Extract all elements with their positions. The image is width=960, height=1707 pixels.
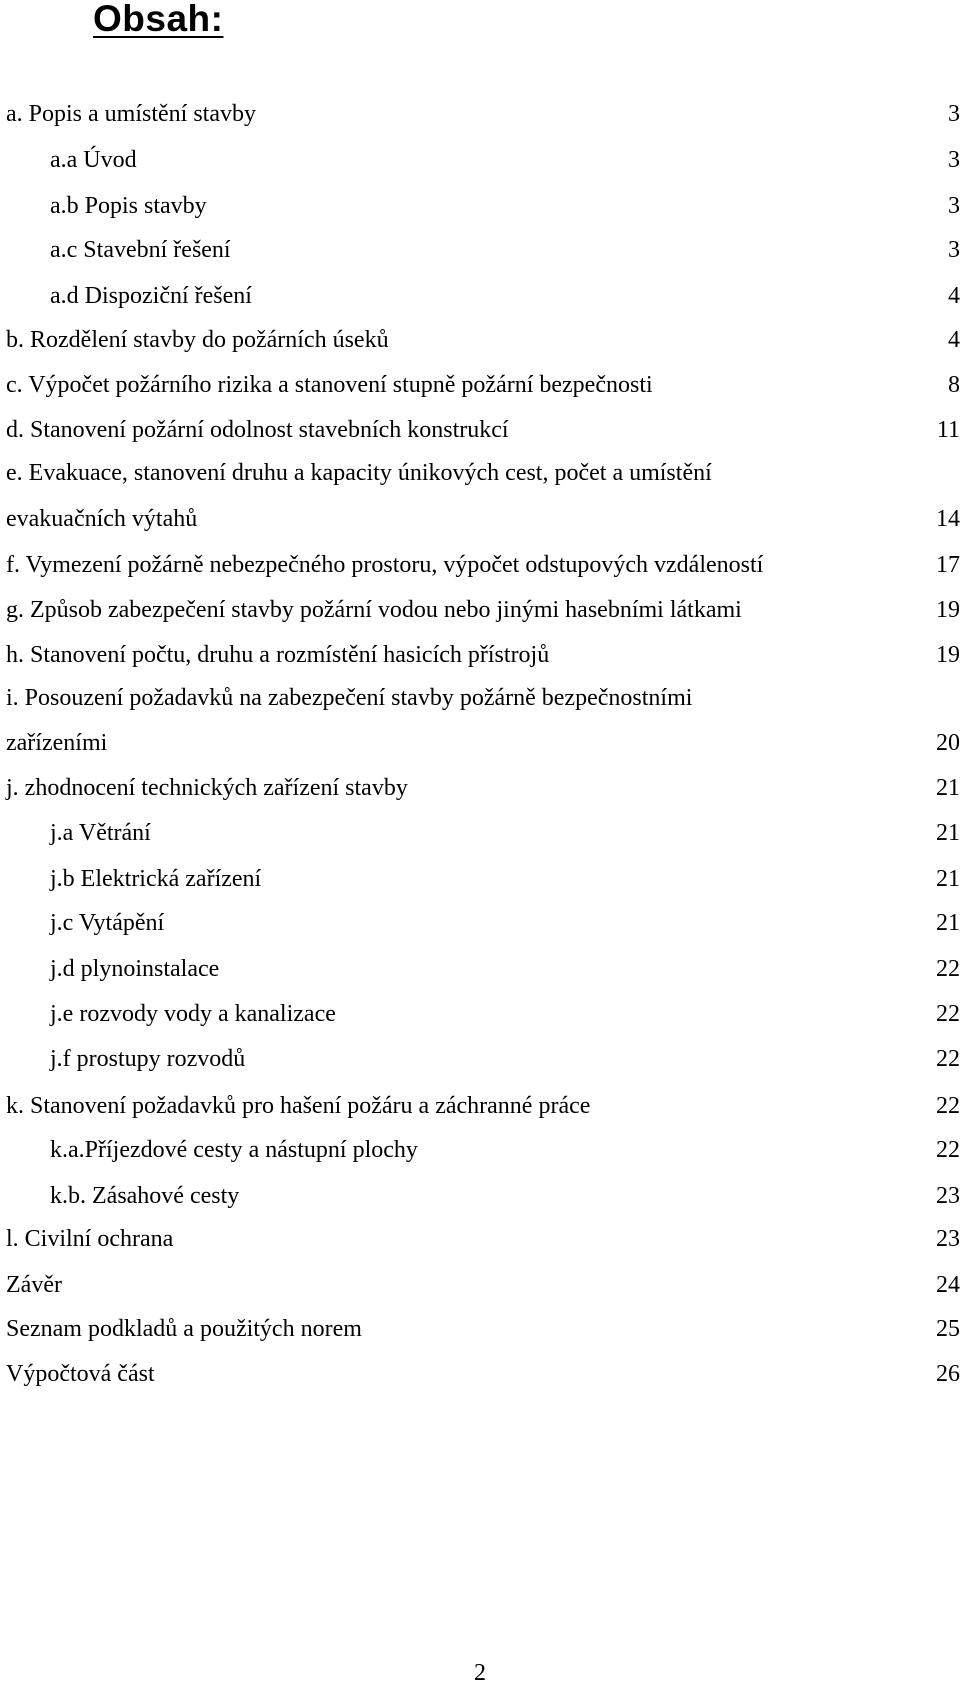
toc-entry-label: i. Posouzení požadavků na zabezpečení stavby požárně bezpečnostními: [6, 685, 693, 711]
toc-entry-page: 21: [936, 910, 960, 936]
toc-entry-label: j.f prostupy rozvodů: [50, 1046, 246, 1072]
toc-entry-page: 4: [948, 283, 960, 309]
toc-entry: [0, 1179, 960, 1213]
toc-entry-page: 22: [936, 1093, 960, 1119]
toc-entry: [0, 906, 960, 940]
toc-entry: [0, 952, 960, 986]
toc-entry-label: Závěr: [6, 1272, 62, 1298]
toc-entry-page: 3: [948, 147, 960, 173]
toc-entry-label: j.d plynoinstalace: [50, 956, 220, 982]
toc-entry-page: 21: [936, 820, 960, 846]
toc-entry: [0, 771, 960, 805]
page-number: 2: [474, 1660, 486, 1686]
toc-entry-label: b. Rozdělení stavby do požárních úseků: [6, 327, 389, 353]
toc-entry-page: 24: [936, 1272, 960, 1298]
toc-entry: [0, 1089, 960, 1123]
toc-entry: [0, 456, 960, 490]
toc-entry-label: k.b. Zásahové cesty: [50, 1183, 240, 1209]
toc-entry: [0, 189, 960, 223]
toc-entry-page: 19: [936, 642, 960, 668]
toc-entry-label: d. Stanovení požární odolnost stavebních konstrukcí: [6, 417, 509, 443]
toc-entry-label: j.e rozvody vody a kanalizace: [50, 1001, 336, 1027]
toc-entry-page: 22: [936, 1001, 960, 1027]
toc-entry: [0, 1222, 960, 1256]
toc-entry: [0, 1312, 960, 1346]
toc-entry-label: c. Výpočet požárního rizika a stanovení stupně požární bezpečnosti: [6, 372, 653, 398]
toc-entry-page: 3: [948, 193, 960, 219]
toc-entry: [0, 502, 960, 536]
toc-entry: [0, 233, 960, 267]
toc-entry-label: Výpočtová část: [6, 1361, 155, 1387]
toc-entry-label: j.b Elektrická zařízení: [50, 866, 262, 892]
toc-entry-page: 4: [948, 327, 960, 353]
toc-entry-label: a. Popis a umístění stavby: [6, 101, 256, 127]
toc-entry-page: 23: [936, 1226, 960, 1252]
toc-entry-page: 22: [936, 1137, 960, 1163]
toc-entry-label: l. Civilní ochrana: [6, 1226, 174, 1252]
toc-entry: [0, 1042, 960, 1076]
toc-entry: [0, 323, 960, 357]
toc-entry-page: 22: [936, 956, 960, 982]
toc-entry-page: 19: [936, 597, 960, 623]
toc-entry: [0, 413, 960, 447]
toc-entry: [0, 279, 960, 313]
toc-entry: [0, 862, 960, 896]
toc-entry-page: 20: [936, 730, 960, 756]
toc-entry-label: j.c Vytápění: [50, 910, 165, 936]
toc-entry-page: 25: [936, 1316, 960, 1342]
toc-entry-label: a.a Úvod: [50, 147, 137, 173]
toc-entry: [0, 593, 960, 627]
toc-entry-label: evakuačních výtahů: [6, 506, 198, 532]
toc-entry: [0, 1268, 960, 1302]
toc-entry-page: 23: [936, 1183, 960, 1209]
toc-entry-label: e. Evakuace, stanovení druhu a kapacity únikových cest, počet a umístění: [6, 460, 712, 486]
toc-entry: [0, 97, 960, 131]
toc-entry-label: h. Stanovení počtu, druhu a rozmístění hasicích přístrojů: [6, 642, 550, 668]
toc-entry: [0, 143, 960, 177]
toc-entry-label: j.a Větrání: [50, 820, 151, 846]
toc-entry-page: 3: [948, 101, 960, 127]
toc-entry-label: k. Stanovení požadavků pro hašení požáru a záchranné práce: [6, 1093, 591, 1119]
toc-entry: [0, 1133, 960, 1167]
toc-entry-label: a.d Dispoziční řešení: [50, 283, 252, 309]
toc-entry-label: k.a.Příjezdové cesty a nástupní plochy: [50, 1137, 418, 1163]
toc-entry: [0, 681, 960, 715]
page-title: Obsah:: [93, 0, 224, 39]
toc-entry-page: 14: [936, 506, 960, 532]
toc-entry: [0, 368, 960, 402]
toc-entry-label: Seznam podkladů a použitých norem: [6, 1316, 362, 1342]
toc-entry-page: 3: [948, 237, 960, 263]
toc-entry: [0, 997, 960, 1031]
toc-entry: [0, 816, 960, 850]
toc-entry-label: a.b Popis stavby: [50, 193, 207, 219]
toc-entry-label: j. zhodnocení technických zařízení stavby: [6, 775, 408, 801]
toc-entry-page: 26: [936, 1361, 960, 1387]
toc-entry-label: g. Způsob zabezpečení stavby požární vodou nebo jinými hasebními látkami: [6, 597, 742, 623]
toc-entry-page: 8: [948, 372, 960, 398]
toc-entry-page: 21: [936, 866, 960, 892]
toc-entry-label: f. Vymezení požárně nebezpečného prostoru, výpočet odstupových vzdáleností: [6, 552, 764, 578]
toc-entry-page: 11: [936, 417, 960, 443]
toc-entry-page: 22: [936, 1046, 960, 1072]
toc-entry: [0, 638, 960, 672]
toc-entry: [0, 726, 960, 760]
toc-entry-label: zařízeními: [6, 730, 108, 756]
toc-entry-page: 21: [936, 775, 960, 801]
toc-entry-page: 17: [936, 552, 960, 578]
toc-entry-label: a.c Stavební řešení: [50, 237, 231, 263]
toc-entry: [0, 1357, 960, 1391]
toc-entry: [0, 548, 960, 582]
